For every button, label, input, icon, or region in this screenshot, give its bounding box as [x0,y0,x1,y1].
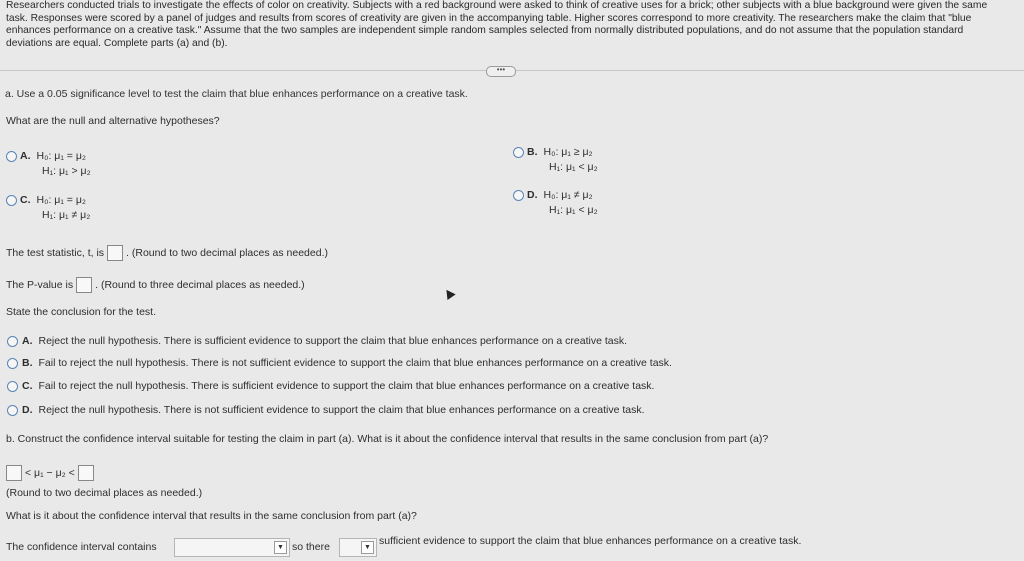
radio-button[interactable] [7,336,18,347]
test-statistic-input[interactable] [107,245,123,261]
pvalue-input[interactable] [76,277,92,293]
mouse-cursor-icon [442,287,455,300]
hypothesis-option-d[interactable]: D. H₀: μ₁ ≠ μ₂ H₁: μ₁ < μ₂ [513,188,598,218]
problem-intro: Researchers conducted trials to investigate the effects of color on creativity. Subjects with a red background were asked to think of creative uses for a brick; other subjects with a blue background were given the same task. Responses were scored by a panel of judges and results from scores of creativity are given in the accompanying table. Higher scores correspond to more creativity. The researchers make the claim that "blue enhances performance on a creative task." Assume that the two samples are independent simple random samples selected from normally distributed populations, and do not assume that the population standard deviations are equal. Complete parts (a) and (b). [6,0,988,49]
conclusion-option-c[interactable]: C. Fail to reject the null hypothesis. There is sufficient evidence to support the claim that blue enhances performance on a creative task. [7,380,654,392]
interval-sentence-prefix: The confidence interval contains [6,541,157,553]
part-a-question: a. Use a 0.05 significance level to test the claim that blue enhances performance on a creative task. [5,88,468,100]
interval-upper-input[interactable] [78,465,94,481]
hypothesis-option-b[interactable]: B. H₀: μ₁ ≥ μ₂ H₁: μ₁ < μ₂ [513,145,598,175]
radio-button[interactable] [7,381,18,392]
radio-button[interactable] [6,151,17,162]
round-note: (Round to two decimal places as needed.) [6,487,203,499]
hypotheses-prompt: What are the null and alternative hypotheses? [6,115,220,127]
conclusion-option-a[interactable]: A. Reject the null hypothesis. There is sufficient evidence to support the claim that blue enhances performance on a creative task. [7,335,627,347]
interval-sentence-middle: so there [292,541,330,553]
interval-lower-input[interactable] [6,465,22,481]
dropdown-arrow-icon: ▼ [274,541,287,554]
evidence-dropdown[interactable] [339,538,377,557]
radio-button[interactable] [513,147,524,158]
interval-contains-dropdown[interactable] [174,538,290,557]
hypothesis-option-c[interactable]: C. H₀: μ₁ = μ₂ H₁: μ₁ ≠ μ₂ [6,193,90,223]
part-b-question: b. Construct the confidence interval suitable for testing the claim in part (a). What is it about the confidence interval that results in the same conclusion from part (a)? [6,433,769,445]
more-button[interactable]: ••• [486,66,516,77]
test-statistic-line: The test statistic, t, is . (Round to two decimal places as needed.) [6,245,328,261]
pvalue-line: The P-value is . (Round to three decimal places as needed.) [6,277,305,293]
radio-button[interactable] [7,358,18,369]
interval-followup-question: What is it about the confidence interval that results in the same conclusion from part (a)? [6,510,417,522]
hypothesis-option-a[interactable]: A. H₀: μ₁ = μ₂ H₁: μ₁ > μ₂ [6,149,91,179]
confidence-interval-inputs: < μ₁ − μ₂ < [6,465,97,481]
dropdown-arrow-icon: ▼ [361,541,374,554]
radio-button[interactable] [6,195,17,206]
radio-button[interactable] [7,405,18,416]
conclusion-option-d[interactable]: D. Reject the null hypothesis. There is not sufficient evidence to support the claim that blue enhances performance on a creative task. [7,404,645,416]
conclusion-option-b[interactable]: B. Fail to reject the null hypothesis. There is not sufficient evidence to support the claim that blue enhances performance on a creative task. [7,357,672,369]
radio-button[interactable] [513,190,524,201]
interval-sentence-suffix: sufficient evidence to support the claim that blue enhances performance on a creative task. [379,535,802,547]
conclusion-prompt: State the conclusion for the test. [6,306,157,318]
